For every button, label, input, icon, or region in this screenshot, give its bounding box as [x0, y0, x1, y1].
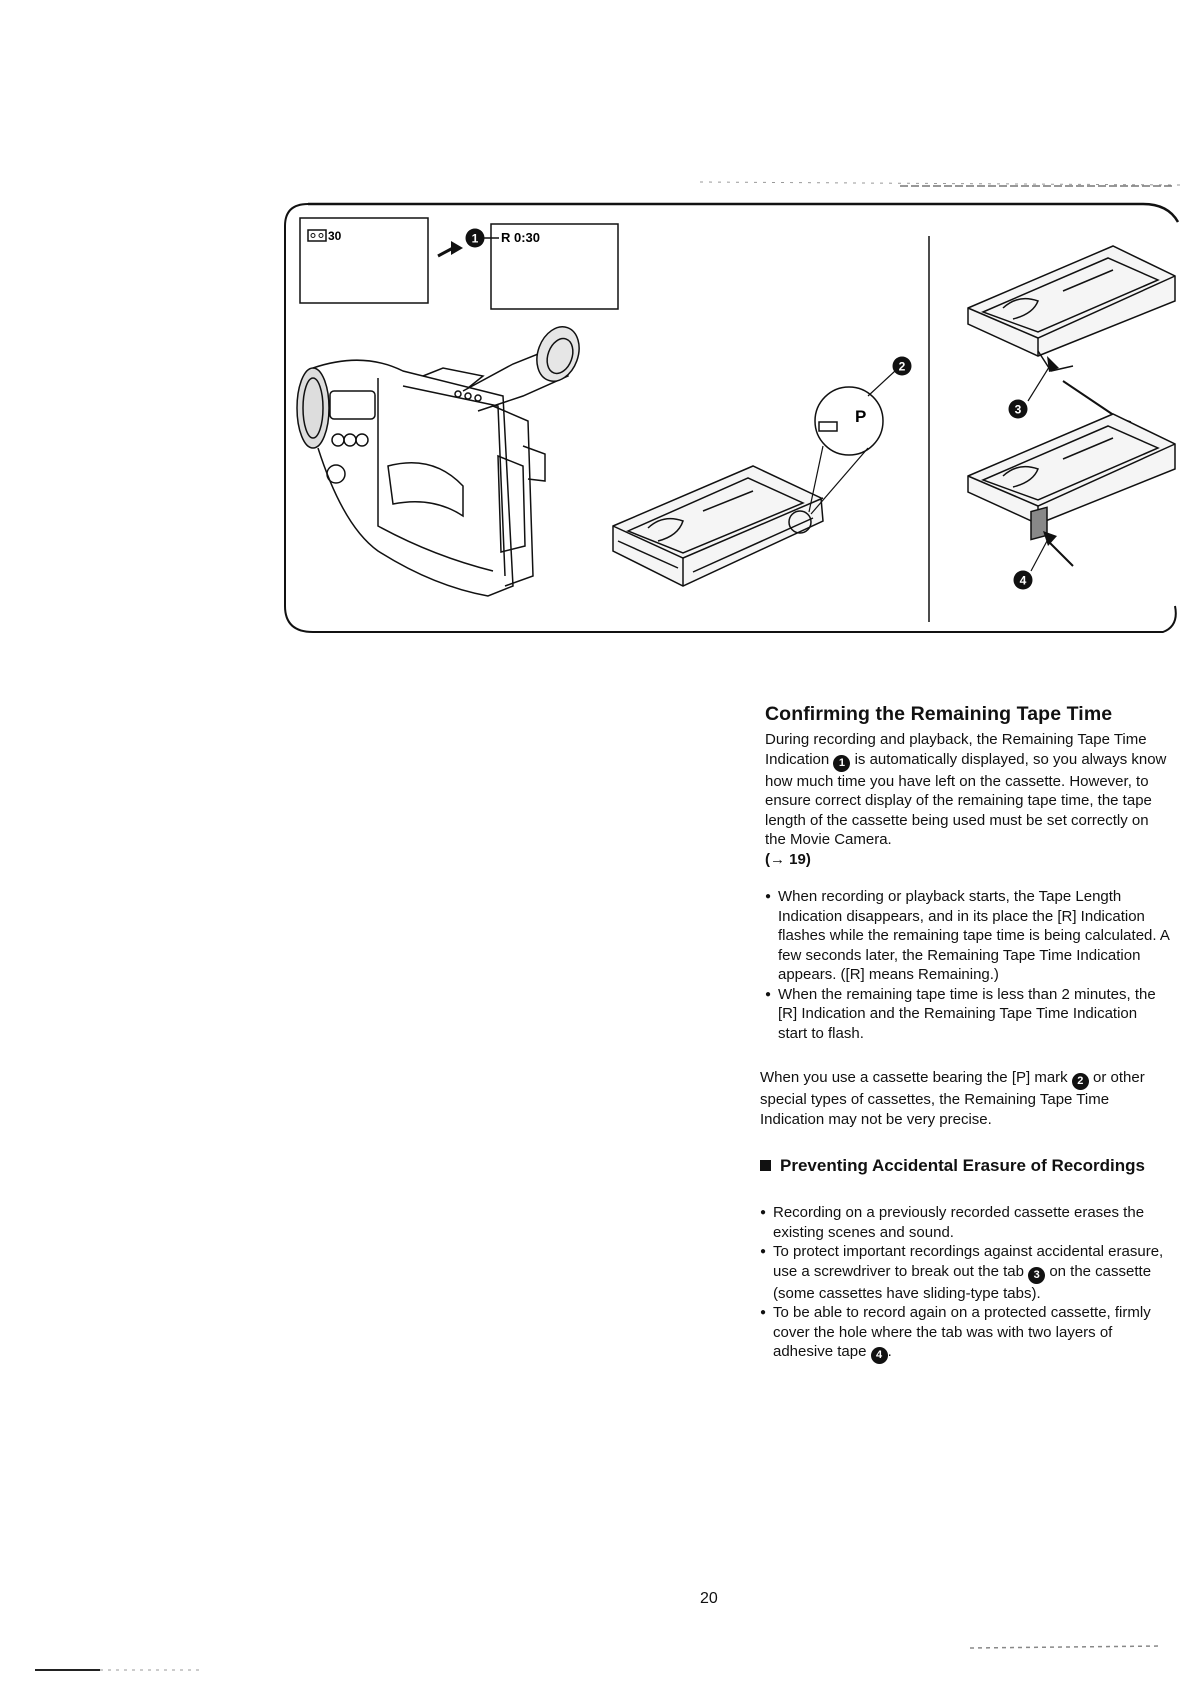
intro-text-b: is automatically displayed, so you always know how much time you have left on the cassette. However, to ensure correct display of the remaining tape time, the tape length of the cassette being used must be set correctly on the Movie Camera.	[765, 750, 1167, 848]
cassette-drawing	[613, 466, 823, 586]
svg-text:2: 2	[898, 359, 906, 374]
intro-paragraph	[765, 730, 1170, 869]
erasure-heading	[758, 1155, 1185, 1177]
tape-length-notes	[765, 887, 1170, 1043]
camera-cassette-illustration	[283, 196, 1180, 656]
list-item	[760, 1242, 1170, 1303]
cassette-tape-cover-drawing	[968, 414, 1175, 566]
section-title: Confirming the Remaining Tape Time	[765, 703, 1113, 725]
list-item: ● When the remaining tape time is less than 2 minutes, the [R] Indication and the Remaining Tape Time Indication start to flash.	[765, 985, 1170, 1044]
camcorder-drawing	[297, 321, 586, 596]
p-mark-magnifier	[809, 387, 883, 514]
page-reference: (→ 19)	[765, 850, 811, 868]
remaining-time-value: R 0:30	[501, 230, 541, 245]
bullet2-text-b: on the cassette (some cassettes have sliding-type tabs).	[773, 1262, 1152, 1302]
bullet3-text-b: .	[887, 1343, 892, 1360]
callout-1-marker: 1	[833, 755, 850, 772]
cassette-icon	[308, 230, 326, 241]
erasure-list	[760, 1203, 1170, 1364]
scan-artifacts	[0, 0, 1190, 200]
square-bullet-icon	[760, 1160, 771, 1171]
list-item: ● When recording or playback starts, the Tape Length Indication disappears, and in its place the [R] Indication flashes while the remaining tape time is being calculated. A few seconds later, the Remaining Tape Time Indication appears. ([R] means Remaining.)	[765, 887, 1170, 985]
p-mark-label: P	[855, 407, 867, 426]
page-number: 20	[700, 1590, 718, 1607]
svg-text:1: 1	[471, 231, 479, 246]
tape-length-value: 30	[328, 229, 342, 243]
note-text-b: or other special types of cassettes, the Remaining Tape Time Indication may not be very precise.	[760, 1069, 1145, 1128]
cassette-tab-break-drawing	[968, 246, 1175, 432]
list-item: ● Recording on a previously recorded cassette erases the existing scenes and sound.	[760, 1203, 1170, 1242]
svg-text:4: 4	[1019, 573, 1027, 588]
arrow-right-icon	[438, 241, 463, 256]
bullet3-text-a: To be able to record again on a protected cassette, firmly cover the hole where the tab was with two layers of adhesive tape	[773, 1304, 1151, 1360]
bullet2-text-a: To protect important recordings against accidental erasure, use a screwdriver to break out the tab	[773, 1243, 1164, 1280]
callout-3-marker: 3	[1028, 1267, 1045, 1284]
scan-artifacts-bottom	[0, 1640, 1190, 1680]
note-text-a: When you use a cassette bearing the [P] mark	[760, 1069, 1068, 1086]
p-mark-note	[760, 1068, 1165, 1129]
callout-2-marker: 2	[1072, 1073, 1089, 1090]
intro-text-a: During recording and playback, the Remaining Tape Time Indication	[765, 731, 1147, 768]
erasure-title: Preventing Accidental Erasure of Recordings	[780, 1156, 1145, 1175]
svg-text:3: 3	[1014, 402, 1022, 417]
callout-4-marker: 4	[871, 1347, 888, 1364]
list-item	[760, 1303, 1170, 1364]
